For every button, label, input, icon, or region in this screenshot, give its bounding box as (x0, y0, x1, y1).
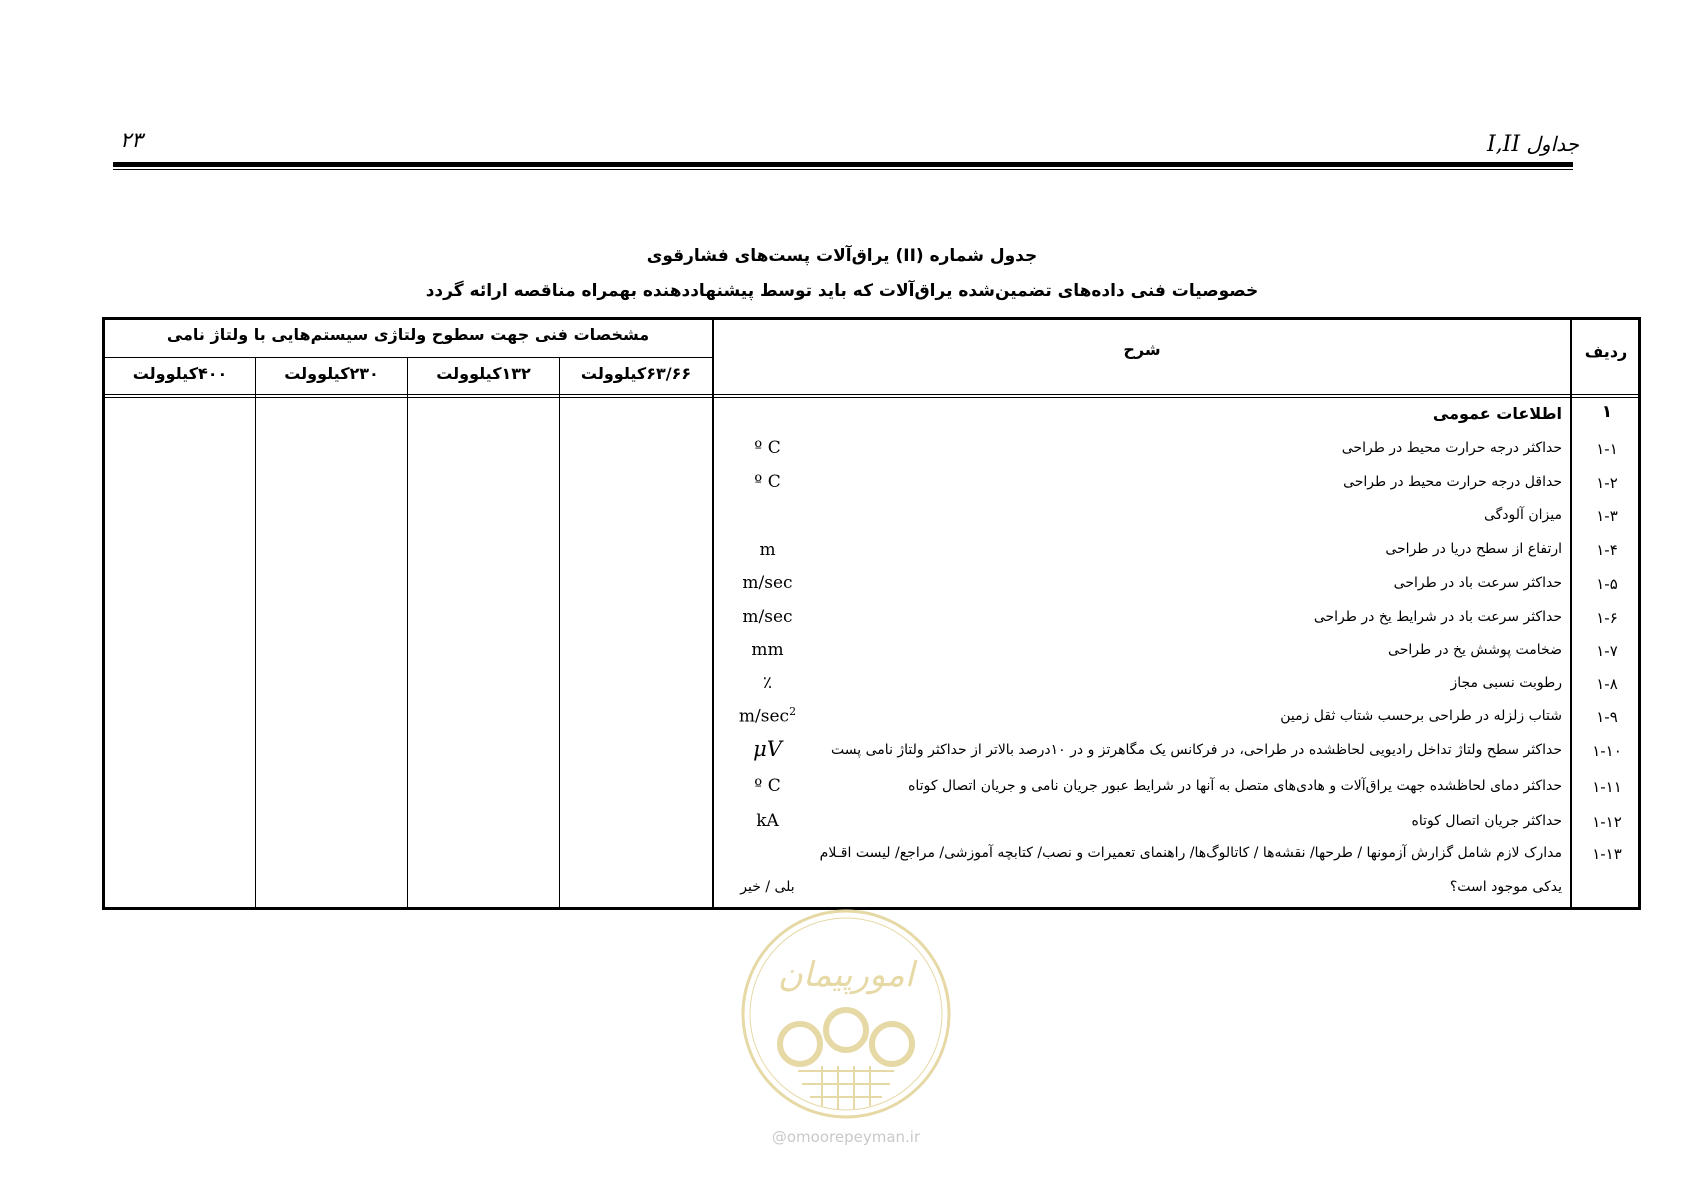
row-description: اطلاعات عمومی (1432, 404, 1562, 423)
section-code: I,II (1486, 132, 1521, 157)
row-number: ۱ (1601, 402, 1613, 422)
row-unit: m/sec (742, 607, 793, 627)
row-number: ۱-۱۰ (1592, 742, 1622, 760)
col-header-row: ردیف (1584, 342, 1628, 361)
row-description: حداکثر سرعت باد در طراحی (1393, 575, 1562, 591)
row-number: ۱-۵ (1596, 575, 1618, 593)
row-description: حداکثر جریان اتصال کوتاه (1411, 813, 1562, 829)
row-description: یدکی موجود است؟ (1449, 879, 1562, 895)
row-description: ضخامت پوشش یخ در طراحی (1388, 642, 1562, 658)
row-unit: mm (751, 640, 784, 660)
row-unit: m/sec (742, 573, 793, 593)
row-unit: m (759, 540, 776, 560)
row-unit: º C (754, 776, 781, 796)
header-bottom-rule-1 (102, 394, 1641, 395)
col-header-voltage-230: ۲۳۰کیلوولت (284, 364, 379, 383)
row-unit: º C (754, 438, 781, 458)
row-number: ۱-۷ (1596, 642, 1618, 660)
col-divider-desc (712, 317, 714, 910)
row-description: حداکثر سرعت باد در شرایط یخ در طراحی (1313, 609, 1562, 625)
header-bottom-rule-2 (102, 397, 1641, 398)
group-header-rule (102, 357, 713, 358)
gear-icon (780, 1010, 912, 1064)
col-header-group: مشخصات فنی جهت سطوح ولتاژی سیستم‌هایی با ولتاژ نامی (166, 325, 650, 344)
row-description: حداکثر دمای لحاظشده جهت یراق‌آلات و هادی‌های متصل به آنها در شرایط عبور جریان نامی و جریان اتصال کوتاه (908, 778, 1562, 794)
page-number: ۲۳ (120, 128, 143, 152)
row-number: ۱-۲ (1596, 474, 1618, 492)
col-header-voltage-132: ۱۳۲کیلوولت (436, 364, 531, 383)
row-unit: º C (754, 472, 781, 492)
row-description: مدارک لازم شامل گزارش آزمونها / طرحها/ نقشه‌ها / کاتالوگ‌ها/ راهنمای تعمیرات و نصب/ کتابچه آموزشی/ مراجع/ لیست اقـلام (819, 845, 1562, 861)
row-unit: ٪ (762, 673, 773, 693)
row-description: حداکثر سطح ولتاژ تداخل رادیویی لحاظشده در طراحی، در فرکانس یک مگاهرتز و در ۱۰درصد بالاتر از حداکثر ولتاژ نامی پست (831, 742, 1562, 758)
row-description: رطوبت نسبی مجاز (1450, 675, 1562, 691)
watermark-ring-outer (743, 911, 949, 1117)
row-number: ۱-۴ (1596, 541, 1618, 559)
col-divider-v1 (559, 357, 560, 910)
row-description: شتاب زلزله در طراحی برحسب شتاب ثقل زمین (1280, 708, 1562, 724)
row-description: میزان آلودگی (1483, 507, 1562, 523)
row-description: حداکثر درجه حرارت محیط در طراحی (1341, 440, 1562, 456)
row-description: حداقل درجه حرارت محیط در طراحی (1343, 474, 1562, 490)
row-unit: بلی / خیر (740, 879, 795, 895)
section-label: جداول (1526, 132, 1579, 156)
row-unit-exponent: 2 (789, 705, 797, 718)
col-header-voltage-400: ۴۰۰کیلوولت (132, 364, 228, 383)
row-number: ۱-۹ (1596, 708, 1618, 726)
col-header-desc: شرح (1123, 340, 1161, 359)
row-description: ارتفاع از سطح دریا در طراحی (1385, 541, 1562, 557)
row-number: ۱-۶ (1596, 609, 1618, 627)
row-unit: μV (753, 737, 782, 761)
header-rule-thick (113, 162, 1573, 167)
row-unit: kA (756, 811, 779, 831)
watermark-ring-inner (750, 918, 942, 1110)
table-title: جدول شماره (II) یراق‌آلات پست‌های فشارقوی (646, 246, 1038, 266)
row-number: ۱-۱۲ (1592, 813, 1622, 831)
col-divider-v3 (255, 357, 256, 910)
watermark-logo (738, 906, 954, 1122)
row-number: ۱-۳ (1596, 507, 1618, 525)
header-rule-thin (113, 169, 1573, 170)
col-divider-v2 (407, 357, 408, 910)
row-unit (715, 705, 820, 727)
row-number: ۱-۱ (1596, 440, 1618, 458)
watermark-logo-text: امورپیمان (777, 955, 915, 995)
row-number: ۱-۸ (1596, 675, 1618, 693)
table-subtitle: خصوصیات فنی داده‌های تضمین‌شده یراق‌آلات که باید توسط پیشنهاددهنده بهمراه مناقصه ارائه گردد (425, 281, 1259, 301)
col-header-voltage-63: ۶۳/۶۶کیلوولت (580, 364, 692, 383)
row-number: ۱-۱۱ (1592, 778, 1622, 796)
row-number: ۱-۱۳ (1592, 845, 1622, 863)
watermark-url: @omoorepeyman.ir (771, 1128, 921, 1146)
row-unit-base: m/sec (738, 706, 790, 727)
section-header (1487, 132, 1579, 157)
